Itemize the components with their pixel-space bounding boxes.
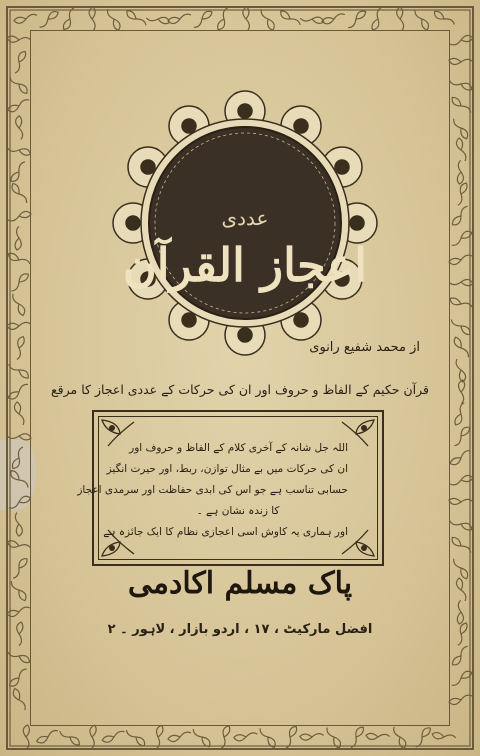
quote-box <box>77 410 384 566</box>
quote-line: اللہ جل شانہ کے آخری کلام کے الفاظ و حروف اور <box>129 442 348 454</box>
quote-text <box>77 438 348 543</box>
quote-line: ان کی حرکات میں بے مثال توازن، ربط، اور حیرت انگیز <box>106 463 348 475</box>
publisher-address: افضل مارکیٹ ، ۱۷ ، اردو بازار ، لاہور ۔ ۲ <box>107 622 373 637</box>
publisher-name: پاک مسلم اکادمی <box>127 566 353 601</box>
quote-line: کا زندہ نشان ہے ۔ <box>196 505 280 517</box>
cover-subtitle: عددی <box>221 206 269 230</box>
quote-line: حسابی تناسب ہے جو اس کی ابدی حفاظت اور سرمدی اعجاز <box>77 484 348 496</box>
author-line: از محمد شفیع رانوی <box>309 340 420 355</box>
cover-title: اعجاز القرآن <box>122 238 368 292</box>
title-medallion <box>100 78 390 358</box>
quote-line: اور ہماری یہ کاوش اسی اعجازی نظام کا ایک جائزہ ہے <box>103 526 348 538</box>
tagline: قرآن حکیم کے الفاظ و حروف اور ان کی حرکات کے عددی اعجاز کا مرقع <box>51 382 429 397</box>
